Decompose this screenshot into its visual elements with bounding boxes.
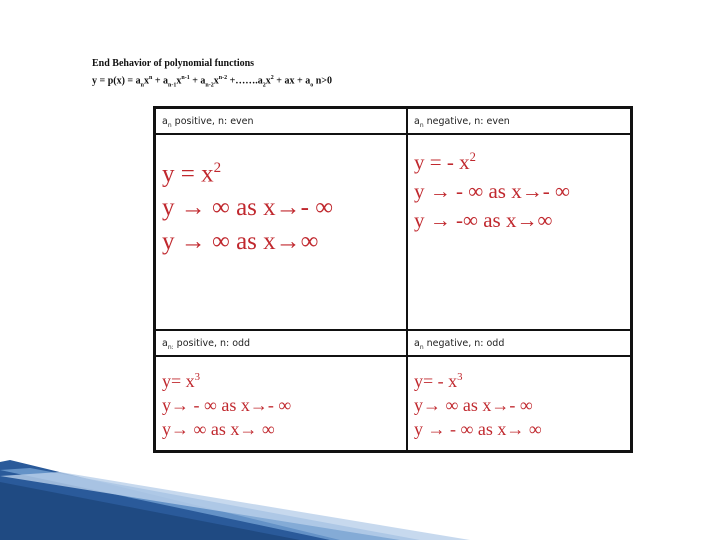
equation-line <box>414 365 630 393</box>
formula-sub: 2 <box>262 82 266 89</box>
equation-line: y → -∞ as x→∞ <box>414 208 553 232</box>
equation-line <box>162 365 406 393</box>
equation-line: y → - ∞ as x→ ∞ <box>414 419 542 439</box>
equations-even-positive <box>155 134 407 330</box>
label-sub: n <box>167 121 172 129</box>
formula-part: +…….a <box>227 75 263 87</box>
label-sub: n: <box>167 343 174 351</box>
equation-line: y→ ∞ as x→ ∞ <box>162 419 275 439</box>
equation-text: y = x <box>162 160 214 188</box>
label-text: negative, n: even <box>423 116 510 127</box>
equation-line <box>414 143 630 177</box>
equation-line: y → ∞ as x→- ∞ <box>162 194 334 222</box>
formula-sub: n-2 <box>205 82 214 89</box>
equation-line <box>162 151 406 191</box>
equation-line: y→ ∞ as x→- ∞ <box>414 395 533 415</box>
label-even-positive <box>155 108 407 134</box>
label-a: a <box>162 338 168 349</box>
equation-text: y= - x <box>414 371 458 391</box>
label-a: a <box>414 338 420 349</box>
decorative-slash-graphic <box>0 410 720 540</box>
label-odd-positive <box>155 330 407 356</box>
label-text: positive, n: even <box>171 116 254 127</box>
formula-part: x <box>213 75 219 87</box>
header <box>92 56 332 93</box>
header-title: End Behavior of polynomial functions <box>92 58 255 69</box>
formula-part: x <box>176 75 182 87</box>
label-a: a <box>162 116 168 127</box>
equation-line: y→ - ∞ as x→- ∞ <box>162 395 292 415</box>
label-even-negative <box>407 108 631 134</box>
equation-exp: 3 <box>194 371 201 383</box>
formula-exp: n-2 <box>218 75 228 81</box>
equation-exp: 2 <box>213 160 222 176</box>
label-odd-negative <box>407 330 631 356</box>
formula-part: + ax + a <box>273 75 311 87</box>
formula-exp: n-1 <box>181 75 190 81</box>
formula-part: x <box>143 75 149 87</box>
formula-exp: 2 <box>270 75 274 81</box>
equations-even-negative <box>407 134 631 330</box>
equation-line: y → ∞ as x→∞ <box>162 228 319 256</box>
formula-part: + a <box>152 75 169 87</box>
label-text: positive, n: odd <box>173 338 251 349</box>
formula-part: y = p(x) = a <box>92 75 141 87</box>
formula-part: n>0 <box>313 75 332 87</box>
label-a: a <box>414 116 420 127</box>
formula-sub: n-1 <box>168 82 177 89</box>
equation-text: y = - x <box>414 150 470 174</box>
formula-part: x <box>265 75 271 87</box>
label-text: negative, n: odd <box>423 338 505 349</box>
equation-line: y → - ∞ as x→- ∞ <box>414 179 570 203</box>
equation-text: y= x <box>162 371 195 391</box>
formula-part: + a <box>189 75 206 87</box>
formula-sub: o <box>310 82 314 89</box>
header-formula <box>92 71 332 93</box>
formula-exp: n <box>148 75 153 81</box>
label-sub: n <box>419 343 424 351</box>
label-sub: n <box>419 121 424 129</box>
end-behavior-table <box>153 106 633 453</box>
formula-sub: n <box>140 82 144 89</box>
equation-exp: 2 <box>469 150 476 164</box>
equation-exp: 3 <box>457 371 463 383</box>
